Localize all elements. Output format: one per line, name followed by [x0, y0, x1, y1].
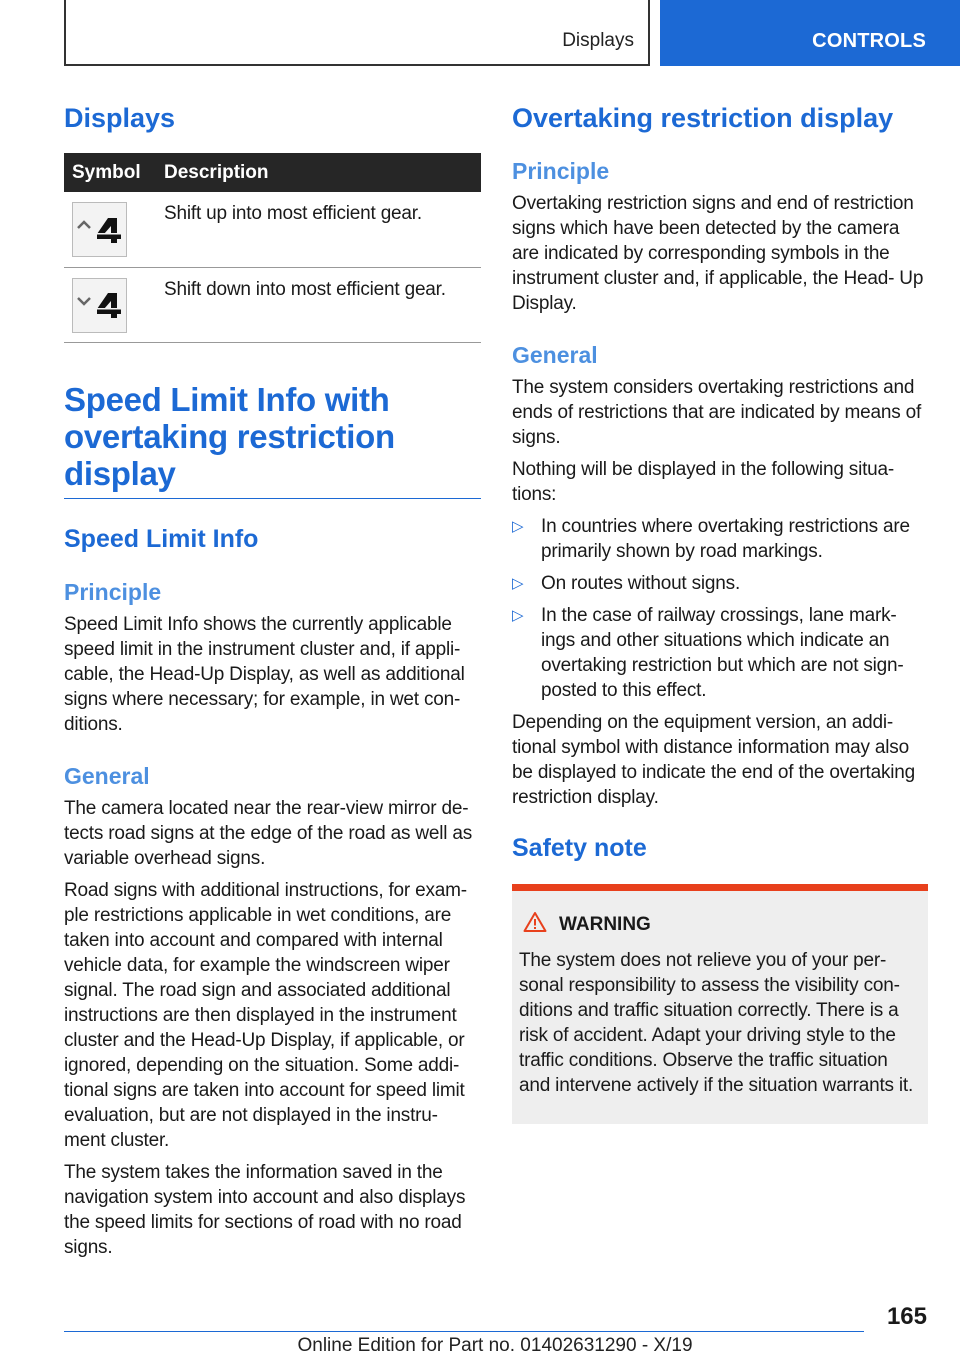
- situation-list: [512, 514, 928, 703]
- warning-text: The system does not relieve you of your per- sonal responsibility to assess the visibility con- ditions and traffic situation correctly. There is a risk of accident. Adapt your driving style to the traffic conditions. Observe the traffic situation and intervene actively if the situation warrants it.: [519, 950, 914, 1096]
- list-item-text: In the case of railway crossings, lane mark- ings and other situations which indicate an overtaking restriction but which are not sign- posted to this effect.: [541, 605, 904, 701]
- table-cell-symbol: [64, 192, 156, 267]
- list-item-text: On routes without signs.: [541, 573, 741, 594]
- triangle-bullet-icon: ▷: [512, 607, 524, 624]
- warning-box: [512, 884, 928, 1124]
- principle-text: Speed Limit Info shows the currently applicable speed limit in the instrument cluster and, if appli- cable, the Head-Up Display, as well as additional signs where necessary; for example, in wet con- ditions.: [64, 613, 465, 735]
- general-heading: General: [64, 762, 150, 789]
- shift-down-4-icon: [72, 278, 127, 333]
- shift-up-4-icon: [72, 202, 127, 257]
- general-paragraph: Nothing will be displayed in the following situa- tions:: [512, 459, 895, 505]
- footer-edition: Online Edition for Part no. 01402631290 - X/19: [297, 1335, 693, 1356]
- table-header-symbol: Symbol: [64, 153, 156, 192]
- right-column: [512, 100, 928, 1124]
- general-paragraph: The system takes the information saved in the navigation system into account and also displays the speed limits for sections of road with no road signs.: [64, 1161, 466, 1258]
- warning-triangle-icon: [523, 911, 559, 939]
- header-section-title: Displays: [562, 30, 634, 51]
- list-item: [512, 571, 928, 596]
- list-item: [512, 603, 928, 703]
- general-paragraph: Depending on the equipment version, an addi- tional symbol with distance information may also be displayed to indicate the end of the overtaking restriction display.: [512, 712, 916, 808]
- table-cell-description: Shift down into most efficient gear.: [156, 267, 481, 342]
- page-number: 165: [886, 1303, 927, 1330]
- general-paragraph: The system considers overtaking restrictions and ends of restrictions that are indicated by means of signs.: [512, 377, 922, 448]
- symbol-table: [64, 153, 481, 343]
- principle-text: Overtaking restriction signs and end of restriction signs which have been detected by the camera are indicated by corresponding symbols in the instrument cluster and, if applicable, the Head- Up Display.: [512, 193, 924, 314]
- header-chapter-tab: [660, 0, 960, 66]
- table-header-row: [64, 153, 481, 192]
- triangle-bullet-icon: ▷: [512, 575, 524, 592]
- header-section-box: [64, 0, 650, 66]
- general-paragraph: Road signs with additional instructions, for exam- ple restrictions applicable in wet conditions, are taken into account and compared with internal vehicle data, for example the windscreen wiper signal. The road sign and associated additional instructions are then displayed in the instrument cluster and the Head-Up Display, if applicable, or ignored, depending on the situation. Some addi- tional signs are taken into account for speed limit evaluation, but are not displayed in the instru- ment cluster.: [64, 879, 467, 1151]
- warning-title-row: [519, 911, 922, 939]
- header-chapter-title: CONTROLS: [812, 30, 926, 52]
- safety-note-heading: Safety note: [512, 834, 647, 862]
- triangle-bullet-icon: ▷: [512, 518, 524, 535]
- list-item: [512, 514, 928, 564]
- overtaking-heading: Overtaking restriction display: [512, 103, 894, 133]
- warning-title: WARNING: [559, 914, 651, 935]
- table-cell-description: Shift up into most efficient gear.: [156, 192, 481, 267]
- table-header-description: Description: [156, 153, 481, 192]
- table-row: [64, 267, 481, 342]
- main-heading: Speed Limit Info with overtaking restriction display: [64, 381, 481, 499]
- footer-divider: [64, 1331, 864, 1332]
- displays-heading: Displays: [64, 103, 176, 133]
- left-column: [64, 100, 481, 1260]
- general-heading: General: [512, 342, 598, 368]
- principle-heading: Principle: [64, 578, 162, 605]
- table-row: [64, 192, 481, 267]
- table-cell-symbol: [64, 267, 156, 342]
- speed-limit-info-heading: Speed Limit Info: [64, 524, 259, 553]
- principle-heading: Principle: [512, 158, 610, 184]
- list-item-text: In countries where overtaking restrictions are primarily shown by road markings.: [541, 516, 910, 562]
- general-paragraph: The camera located near the rear-view mirror de- tects road signs at the edge of the road as well as variable overhead signs.: [64, 797, 473, 869]
